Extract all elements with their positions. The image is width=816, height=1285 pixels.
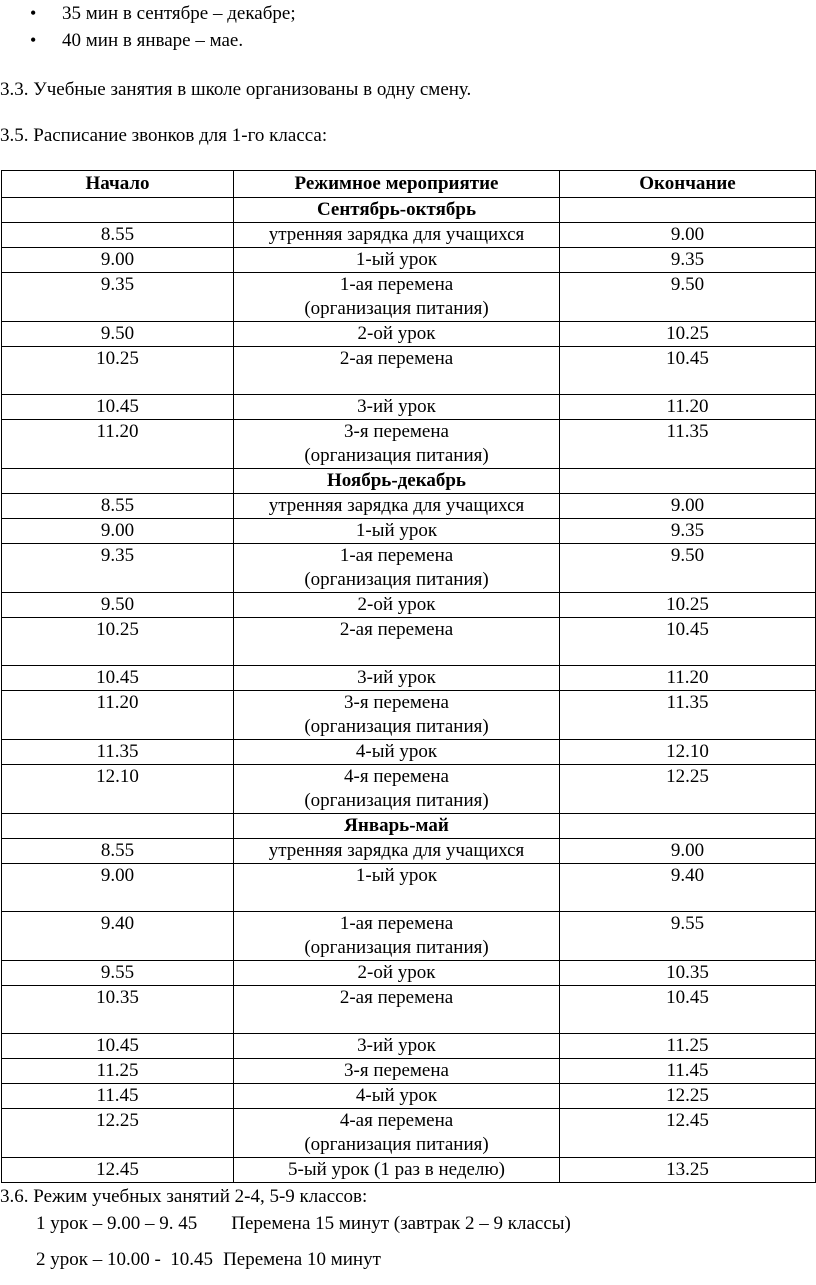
table-row — [2, 1158, 816, 1183]
table-row — [2, 322, 816, 347]
section-title: Январь-май — [234, 814, 560, 839]
section-empty-cell — [2, 814, 234, 839]
event-label: 3-ий урок — [357, 396, 436, 417]
lesson-1-break: Перемена 15 минут (завтрак 2 – 9 классы) — [231, 1213, 571, 1234]
event-cell — [234, 961, 560, 986]
end-time-cell: 10.45 — [560, 618, 816, 666]
start-time-cell: 10.35 — [2, 986, 234, 1034]
event-cell — [234, 420, 560, 469]
event-cell — [234, 395, 560, 420]
end-time-cell: 9.50 — [560, 544, 816, 593]
end-time-cell: 9.35 — [560, 519, 816, 544]
end-time-cell: 11.35 — [560, 691, 816, 740]
table-row — [2, 347, 816, 395]
start-time-cell: 11.45 — [2, 1084, 234, 1109]
table-row — [2, 961, 816, 986]
section-empty-cell — [560, 469, 816, 494]
table-row — [2, 618, 816, 666]
section-row — [2, 814, 816, 839]
end-time-cell: 9.50 — [560, 273, 816, 322]
table-row — [2, 248, 816, 273]
event-label: 3-я перемена — [344, 421, 449, 442]
start-time-cell: 10.45 — [2, 1034, 234, 1059]
table-row — [2, 395, 816, 420]
start-time-cell: 9.35 — [2, 544, 234, 593]
start-time-cell: 9.55 — [2, 961, 234, 986]
table-row — [2, 1034, 816, 1059]
table-row — [2, 273, 816, 322]
event-cell — [234, 912, 560, 961]
event-label: 3-ий урок — [357, 667, 436, 688]
section-row — [2, 198, 816, 223]
intro-bullet-list — [30, 0, 296, 54]
event-label: утренняя зарядка для учащихся — [268, 495, 525, 516]
end-time-cell: 12.25 — [560, 765, 816, 814]
event-cell — [234, 1158, 560, 1183]
event-note: (организация питания) — [304, 445, 489, 466]
start-time-cell: 8.55 — [2, 839, 234, 864]
bullet-item: • 35 мин в сентябре – декабре; — [30, 0, 296, 27]
event-label: утренняя зарядка для учащихся — [268, 840, 525, 861]
event-note: (организация питания) — [304, 716, 489, 737]
end-time-cell: 10.35 — [560, 961, 816, 986]
start-time-cell: 8.55 — [2, 223, 234, 248]
start-time-cell: 9.50 — [2, 322, 234, 347]
event-note: (организация питания) — [304, 1134, 489, 1155]
start-time-cell: 9.00 — [2, 248, 234, 273]
start-time-cell: 11.20 — [2, 420, 234, 469]
event-cell — [234, 740, 560, 765]
end-time-cell: 12.10 — [560, 740, 816, 765]
table-row — [2, 519, 816, 544]
table-row — [2, 912, 816, 961]
event-label: 2-ой урок — [357, 962, 436, 983]
section-empty-cell — [2, 469, 234, 494]
event-cell — [234, 494, 560, 519]
end-time-cell: 11.20 — [560, 395, 816, 420]
end-time-cell: 11.35 — [560, 420, 816, 469]
event-cell — [234, 544, 560, 593]
table-row — [2, 666, 816, 691]
event-cell — [234, 691, 560, 740]
event-cell — [234, 864, 560, 912]
table-row — [2, 420, 816, 469]
end-time-cell: 11.25 — [560, 1034, 816, 1059]
table-row — [2, 1059, 816, 1084]
event-label: 1-ый урок — [355, 520, 438, 541]
event-label: 1-ый урок — [355, 249, 438, 270]
table-row — [2, 593, 816, 618]
paragraph-3-3: 3.3. Учебные занятия в школе организованы в одну смену. — [0, 79, 472, 100]
event-label: 3-я перемена — [344, 1060, 449, 1081]
event-cell — [234, 986, 560, 1034]
table-row — [2, 986, 816, 1034]
section-title: Ноябрь-декабрь — [234, 469, 560, 494]
start-time-cell: 9.00 — [2, 519, 234, 544]
start-time-cell: 8.55 — [2, 494, 234, 519]
event-cell — [234, 593, 560, 618]
event-cell — [234, 273, 560, 322]
event-cell — [234, 223, 560, 248]
lesson-2-time: 2 урок – 10.00 - 10.45 — [36, 1249, 214, 1270]
lesson-2-break: Перемена 10 минут — [223, 1249, 381, 1270]
end-time-cell: 9.00 — [560, 494, 816, 519]
lesson-line-1 — [36, 1212, 571, 1236]
table-body — [2, 198, 816, 1183]
start-time-cell: 9.00 — [2, 864, 234, 912]
event-cell — [234, 666, 560, 691]
end-time-cell: 10.25 — [560, 322, 816, 347]
start-time-cell: 11.35 — [2, 740, 234, 765]
end-time-cell: 11.45 — [560, 1059, 816, 1084]
event-note: (организация питания) — [304, 298, 489, 319]
header-end: Окончание — [560, 171, 816, 198]
event-cell — [234, 347, 560, 395]
end-time-cell: 11.20 — [560, 666, 816, 691]
header-event: Режимное мероприятие — [234, 171, 560, 198]
lesson-line-2 — [36, 1248, 381, 1272]
paragraph-3-5: 3.5. Расписание звонков для 1-го класса: — [0, 125, 328, 146]
event-cell — [234, 1109, 560, 1158]
event-note: (организация питания) — [304, 937, 489, 958]
event-label: 5-ый урок (1 раз в неделю) — [288, 1159, 505, 1180]
event-label: 2-ой урок — [357, 323, 436, 344]
event-label: 4-ая перемена — [339, 1110, 454, 1131]
end-time-cell: 10.25 — [560, 593, 816, 618]
event-cell — [234, 1084, 560, 1109]
end-time-cell: 12.45 — [560, 1109, 816, 1158]
table-row — [2, 223, 816, 248]
event-label: 2-ая перемена — [339, 619, 454, 640]
end-time-cell: 10.45 — [560, 986, 816, 1034]
start-time-cell: 10.45 — [2, 666, 234, 691]
end-time-cell: 9.55 — [560, 912, 816, 961]
table-row — [2, 691, 816, 740]
event-cell — [234, 322, 560, 347]
end-time-cell: 9.00 — [560, 839, 816, 864]
header-start: Начало — [2, 171, 234, 198]
event-cell — [234, 839, 560, 864]
table-row — [2, 839, 816, 864]
event-label: 3-я перемена — [344, 692, 449, 713]
bell-schedule-table — [1, 170, 816, 1183]
event-label: 2-ой урок — [357, 594, 436, 615]
start-time-cell: 10.45 — [2, 395, 234, 420]
table-row — [2, 544, 816, 593]
event-label: 4-ый урок — [355, 741, 438, 762]
section-empty-cell — [560, 814, 816, 839]
table-row — [2, 1084, 816, 1109]
table-row — [2, 765, 816, 814]
event-cell — [234, 248, 560, 273]
start-time-cell: 11.25 — [2, 1059, 234, 1084]
event-label: 1-ая перемена — [339, 913, 454, 934]
start-time-cell: 10.25 — [2, 618, 234, 666]
end-time-cell: 9.35 — [560, 248, 816, 273]
section-empty-cell — [560, 198, 816, 223]
paragraph-3-6-title: 3.6. Режим учебных занятий 2-4, 5-9 классов: — [0, 1186, 368, 1207]
event-label: 1-ая перемена — [339, 274, 454, 295]
section-empty-cell — [2, 198, 234, 223]
end-time-cell: 12.25 — [560, 1084, 816, 1109]
event-note: (организация питания) — [304, 569, 489, 590]
section-row — [2, 469, 816, 494]
start-time-cell: 11.20 — [2, 691, 234, 740]
event-label: 3-ий урок — [357, 1035, 436, 1056]
start-time-cell: 10.25 — [2, 347, 234, 395]
table-header-row — [2, 171, 816, 198]
event-cell — [234, 519, 560, 544]
end-time-cell: 9.40 — [560, 864, 816, 912]
event-label: 2-ая перемена — [339, 987, 454, 1008]
event-cell — [234, 1059, 560, 1084]
event-cell — [234, 1034, 560, 1059]
table-row — [2, 740, 816, 765]
start-time-cell: 9.35 — [2, 273, 234, 322]
start-time-cell: 12.25 — [2, 1109, 234, 1158]
end-time-cell: 10.45 — [560, 347, 816, 395]
event-label: 1-ый урок — [355, 865, 438, 886]
table-row — [2, 864, 816, 912]
start-time-cell: 9.50 — [2, 593, 234, 618]
event-cell — [234, 618, 560, 666]
bullet-item: • 40 мин в январе – мае. — [30, 27, 296, 54]
event-cell — [234, 765, 560, 814]
event-label: 4-я перемена — [344, 766, 449, 787]
section-title: Сентябрь-октябрь — [234, 198, 560, 223]
start-time-cell: 9.40 — [2, 912, 234, 961]
event-label: 1-ая перемена — [339, 545, 454, 566]
event-label: 4-ый урок — [355, 1085, 438, 1106]
table-row — [2, 494, 816, 519]
end-time-cell: 13.25 — [560, 1158, 816, 1183]
event-label: 2-ая перемена — [339, 348, 454, 369]
lesson-1-time: 1 урок – 9.00 – 9. 45 — [36, 1213, 198, 1234]
event-label: утренняя зарядка для учащихся — [268, 224, 525, 245]
start-time-cell: 12.45 — [2, 1158, 234, 1183]
end-time-cell: 9.00 — [560, 223, 816, 248]
event-note: (организация питания) — [304, 790, 489, 811]
start-time-cell: 12.10 — [2, 765, 234, 814]
table-row — [2, 1109, 816, 1158]
